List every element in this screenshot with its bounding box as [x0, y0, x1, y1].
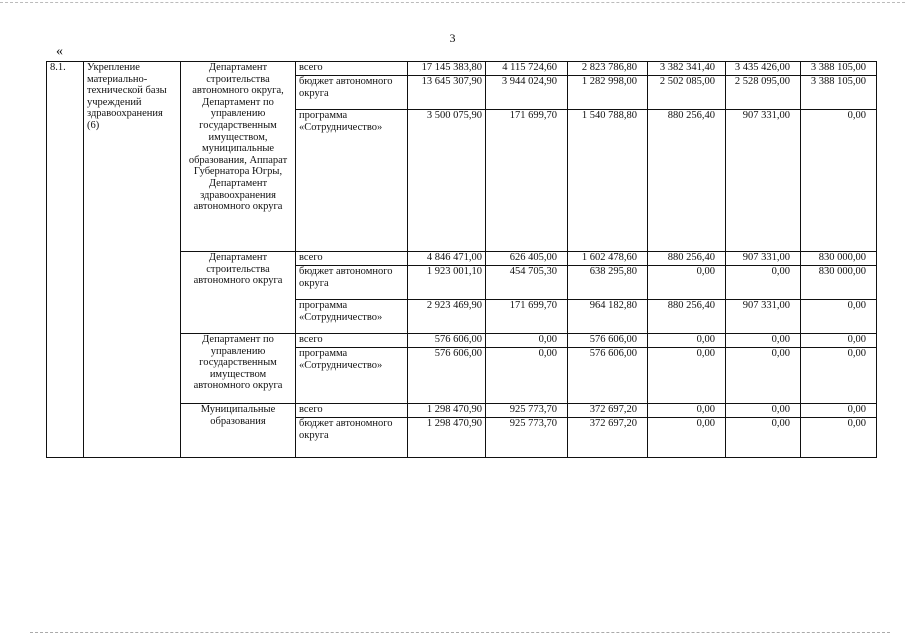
value-cell: 4 115 724,60 [486, 62, 568, 76]
value-cell: 576 606,00 [408, 334, 486, 348]
value-cell: 0,00 [801, 404, 877, 418]
value-cell: 1 540 788,80 [568, 110, 648, 252]
value-cell: 626 405,00 [486, 252, 568, 266]
value-cell: 0,00 [801, 300, 877, 334]
value-cell: 830 000,00 [801, 266, 877, 300]
value-cell: 576 606,00 [408, 348, 486, 404]
source-cell: всего [296, 404, 408, 418]
value-cell: 1 298 470,90 [408, 418, 486, 458]
value-cell: 2 528 095,00 [726, 76, 801, 110]
value-cell: 907 331,00 [726, 252, 801, 266]
value-cell: 4 846 471,00 [408, 252, 486, 266]
value-cell: 171 699,70 [486, 110, 568, 252]
value-cell: 0,00 [648, 266, 726, 300]
page-number: 3 [449, 31, 456, 45]
value-cell: 576 606,00 [568, 348, 648, 404]
value-cell: 0,00 [726, 348, 801, 404]
executor-cell: Департамент строительства автономного округа, Департамент по управлению государственным имуществом, муниципальные образования, Аппарат Губернатора Югры, Департамент здравоохранения автономного округа [181, 62, 296, 252]
value-cell: 0,00 [801, 418, 877, 458]
source-cell: программа «Сотрудничество» [296, 110, 408, 252]
item-number-cell: 8.1. [47, 62, 84, 458]
value-cell: 2 923 469,90 [408, 300, 486, 334]
value-cell: 0,00 [486, 348, 568, 404]
value-cell: 0,00 [486, 334, 568, 348]
value-cell: 1 923 001,10 [408, 266, 486, 300]
value-cell: 0,00 [648, 418, 726, 458]
executor-cell: Муниципальные образования [181, 404, 296, 458]
source-cell: всего [296, 334, 408, 348]
value-cell: 964 182,80 [568, 300, 648, 334]
item-name-cell: Укрепление материально-технической базы учреждений здравоохранения (6) [84, 62, 181, 458]
value-cell: 880 256,40 [648, 300, 726, 334]
value-cell: 925 773,70 [486, 404, 568, 418]
value-cell: 907 331,00 [726, 110, 801, 252]
value-cell: 1 602 478,60 [568, 252, 648, 266]
value-cell: 0,00 [648, 334, 726, 348]
value-cell: 3 435 426,00 [726, 62, 801, 76]
value-cell: 0,00 [726, 418, 801, 458]
source-cell: программа «Сотрудничество» [296, 300, 408, 334]
executor-cell: Департамент по управлению государственным имуществом автономного округа [181, 334, 296, 404]
value-cell: 3 388 105,00 [801, 76, 877, 110]
value-cell: 907 331,00 [726, 300, 801, 334]
value-cell: 576 606,00 [568, 334, 648, 348]
value-cell: 0,00 [801, 334, 877, 348]
value-cell: 13 645 307,90 [408, 76, 486, 110]
budget-table [46, 61, 877, 458]
scan-edge-bottom [30, 632, 890, 633]
value-cell: 638 295,80 [568, 266, 648, 300]
value-cell: 0,00 [726, 266, 801, 300]
value-cell: 880 256,40 [648, 252, 726, 266]
value-cell: 3 500 075,90 [408, 110, 486, 252]
value-cell: 3 388 105,00 [801, 62, 877, 76]
value-cell: 372 697,20 [568, 404, 648, 418]
value-cell: 454 705,30 [486, 266, 568, 300]
value-cell: 0,00 [726, 404, 801, 418]
value-cell: 171 699,70 [486, 300, 568, 334]
value-cell: 830 000,00 [801, 252, 877, 266]
value-cell: 3 944 024,90 [486, 76, 568, 110]
value-cell: 2 823 786,80 [568, 62, 648, 76]
value-cell: 1 282 998,00 [568, 76, 648, 110]
executor-cell: Департамент строительства автономного округа [181, 252, 296, 334]
source-cell: всего [296, 62, 408, 76]
source-cell: бюджет автономного округа [296, 266, 408, 300]
scan-edge-top [0, 2, 905, 3]
value-cell: 372 697,20 [568, 418, 648, 458]
value-cell: 0,00 [726, 334, 801, 348]
opening-quote: « [56, 44, 63, 59]
source-cell: бюджет автономного округа [296, 418, 408, 458]
value-cell: 925 773,70 [486, 418, 568, 458]
value-cell: 0,00 [801, 110, 877, 252]
value-cell: 0,00 [648, 404, 726, 418]
value-cell: 880 256,40 [648, 110, 726, 252]
table-row [47, 62, 877, 76]
source-cell: всего [296, 252, 408, 266]
value-cell: 1 298 470,90 [408, 404, 486, 418]
value-cell: 0,00 [648, 348, 726, 404]
value-cell: 17 145 383,80 [408, 62, 486, 76]
value-cell: 3 382 341,40 [648, 62, 726, 76]
value-cell: 2 502 085,00 [648, 76, 726, 110]
source-cell: бюджет автономного округа [296, 76, 408, 110]
value-cell: 0,00 [801, 348, 877, 404]
source-cell: программа «Сотрудничество» [296, 348, 408, 404]
